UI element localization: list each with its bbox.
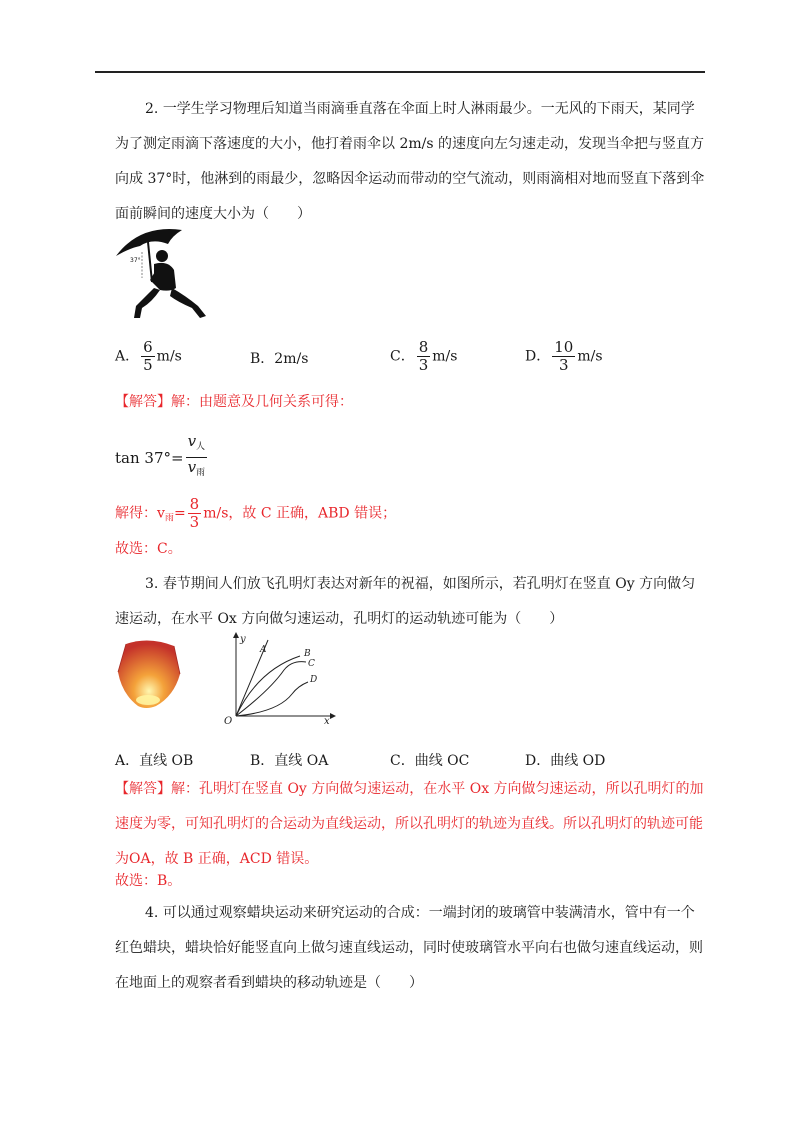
answer-2-conclusion: 故选：C。 — [115, 541, 182, 557]
umbrella-man-figure — [112, 222, 212, 322]
curve-a-label: A — [260, 645, 267, 655]
answer-3: 【解答】解：孔明灯在竖直 Oy 方向做匀速运动，在水平 Ox 方向做匀速运动，所以孔明灯的加速度为零，可知孔明灯的合运动为直线运动，所以孔明灯的轨迹为直线。所以孔明灯的轨迹可能为OA，故 B 正确，ACD 错误。 — [115, 781, 704, 867]
question-text: 春节期间人们放飞孔明灯表达对新年的祝福，如图所示，若孔明灯在竖直 Oy 方向做匀速运动，在水平 Ox 方向做匀速运动，孔明灯的运动轨迹可能为（ ） — [115, 576, 696, 627]
question-4 — [115, 896, 705, 1001]
curve-b-label: B — [304, 649, 311, 659]
option-c: C． $\frac{8}{3}$ m/s — [390, 338, 458, 374]
fraction: $\frac{10}{3}$ — [554, 338, 574, 374]
trajectory-graph — [218, 630, 338, 725]
fraction: $\frac{6}{5}$ — [143, 338, 153, 374]
curve-d-label: D — [310, 675, 318, 685]
question-number: 4. — [145, 905, 159, 921]
answer-2-intro: 【解答】解：由题意及几何关系可得： — [115, 394, 353, 410]
option-b: B．2m/s — [250, 351, 309, 367]
header-rule — [95, 71, 705, 73]
origin-label: O — [224, 716, 233, 725]
answer-2-solve: 解得：$v_雨=$ $\frac{8}{3}$ m/s，故 C 正确，ABD 错误； — [115, 495, 397, 531]
option-a: A．直线 OB — [115, 753, 194, 769]
curve-c — [236, 662, 306, 716]
question-text: 可以通过观察蜡块运动来研究运动的合成：一端封闭的玻璃管中装满清水，管中有一个红色蜡块，蜡块恰好能竖直向上做匀速直线运动，同时使玻璃管水平向右也做匀速直线运动，则在地面上的观察者看到蜡块的移动轨迹是（ ） — [115, 905, 703, 991]
option-b: B．直线 OA — [250, 753, 329, 769]
axis-x-label: x — [324, 716, 330, 725]
lantern-image — [116, 636, 182, 710]
option-d: D．曲线 OD — [525, 753, 606, 769]
tan-formula: tan 37°= $\frac{v_人}{v_雨}$ — [115, 432, 206, 478]
question-text: 一学生学习物理后知道当雨滴垂直落在伞面上时人淋雨最少。一无风的下雨天，某同学为了测定雨滴下落速度的大小，他打着雨伞以 2m/s 的速度向左匀速走动，发现当伞把与竖直方向成 37°时，他淋到的雨最少，忽略因伞运动而带动的空气流动，则雨滴相对地而竖直下落到伞面前瞬间的速度大小为（ ） — [115, 101, 705, 222]
fraction: $\frac{8}{3}$ — [418, 338, 429, 374]
option-a: A． $\frac{6}{5}$ m/s — [115, 338, 182, 374]
option-d: D． $\frac{10}{3}$ m/s — [525, 338, 603, 374]
question-3 — [115, 567, 705, 637]
axis-y-label: y — [240, 634, 246, 645]
answer-3-conclusion: 故选：B。 — [115, 873, 182, 889]
angle-label: 37° — [130, 257, 141, 264]
option-c: C．曲线 OC — [390, 753, 470, 769]
question-number: 3. — [145, 576, 159, 592]
curve-d — [236, 682, 308, 716]
question-number: 2. — [145, 101, 159, 117]
question-2 — [115, 92, 705, 232]
curve-c-label: C — [308, 659, 315, 669]
